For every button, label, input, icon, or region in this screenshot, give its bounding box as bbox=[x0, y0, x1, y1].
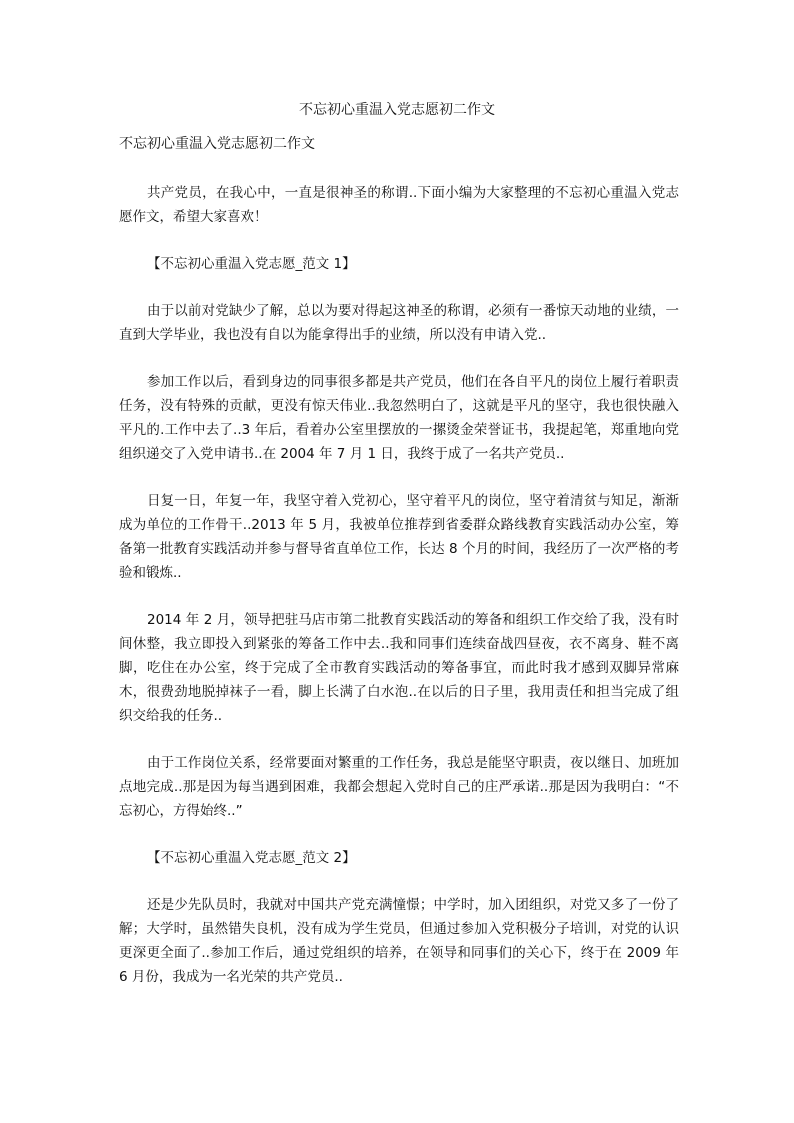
body-paragraph: 日复一日，年复一年，我坚守着入党初心，坚守着平凡的岗位，坚守着清贫与知足，渐渐成为单位的工作骨干..2013 年 5 月，我被单位推荐到省委群众路线教育实践活动办公室，筹备第一批教育实践活动并参与督导省直单位工作，长达 8 个月的时间，我经历了一次严格的考验和锻炼.. bbox=[119, 493, 679, 581]
body-paragraph: 由于工作岗位关系，经常要面对繁重的工作任务，我总是能坚守职责，夜以继日、加班加点地完成..那是因为每当遇到困难，我都会想起入党时自己的庄严承诺..那是因为我明白：“不忘初心，方得始终..” bbox=[119, 755, 679, 819]
body-paragraph: 参加工作以后，看到身边的同事很多都是共产党员，他们在各自平凡的岗位上履行着职责任务，没有特殊的贡献，更没有惊天伟业..我忽然明白了，这就是平凡的坚守，我也很快融入平凡的.工作中去了..3 年后，看着办公室里摆放的一摞烫金荣誉证书，我提起笔，郑重地向党组织递交了入党申请书..在 2004 年 7 月 1 日，我终于成了一名共产党员.. bbox=[119, 374, 679, 462]
body-paragraph: 2014 年 2 月，领导把驻马店市第二批教育实践活动的筹备和组织工作交给了我，没有时间休整，我立即投入到紧张的筹备工作中去..我和同事们连续奋战四昼夜，衣不离身、鞋不离脚，吃住在办公室，终于完成了全市教育实践活动的筹备事宜，而此时我才感到双脚异常麻木，很费劲地脱掉袜子一看，脚上长满了白水泡..在以后的日子里，我用责任和担当完成了组织交给我的任务.. bbox=[119, 612, 679, 724]
document-body bbox=[119, 181, 679, 1012]
intro-paragraph: 共产党员，在我心中，一直是很神圣的称谓..下面小编为大家整理的不忘初心重温入党志愿作文，希望大家喜欢！ bbox=[119, 185, 679, 225]
document-title: 不忘初心重温入党志愿初二作文 bbox=[299, 102, 495, 118]
document-subtitle: 不忘初心重温入党志愿初二作文 bbox=[119, 136, 315, 152]
body-paragraph: 由于以前对党缺少了解，总以为要对得起这神圣的称谓，必须有一番惊天动地的业绩，一直到大学毕业，我也没有自以为能拿得出手的业绩，所以没有申请入党.. bbox=[119, 303, 679, 343]
section-heading-1: 【不忘初心重温入党志愿_范文 1】 bbox=[147, 256, 356, 272]
body-paragraph: 还是少先队员时，我就对中国共产党充满憧憬；中学时，加入团组织，对党又多了一份了解；大学时，虽然错失良机，没有成为学生党员，但通过参加入党积极分子培训，对党的认识更深更全面了..参加工作后，通过党组织的培养，在领导和同事们的关心下，终于在 2009 年 6 月份，我成为一名光荣的共产党员.. bbox=[119, 897, 679, 985]
section-heading-2: 【不忘初心重温入党志愿_范文 2】 bbox=[147, 850, 356, 866]
